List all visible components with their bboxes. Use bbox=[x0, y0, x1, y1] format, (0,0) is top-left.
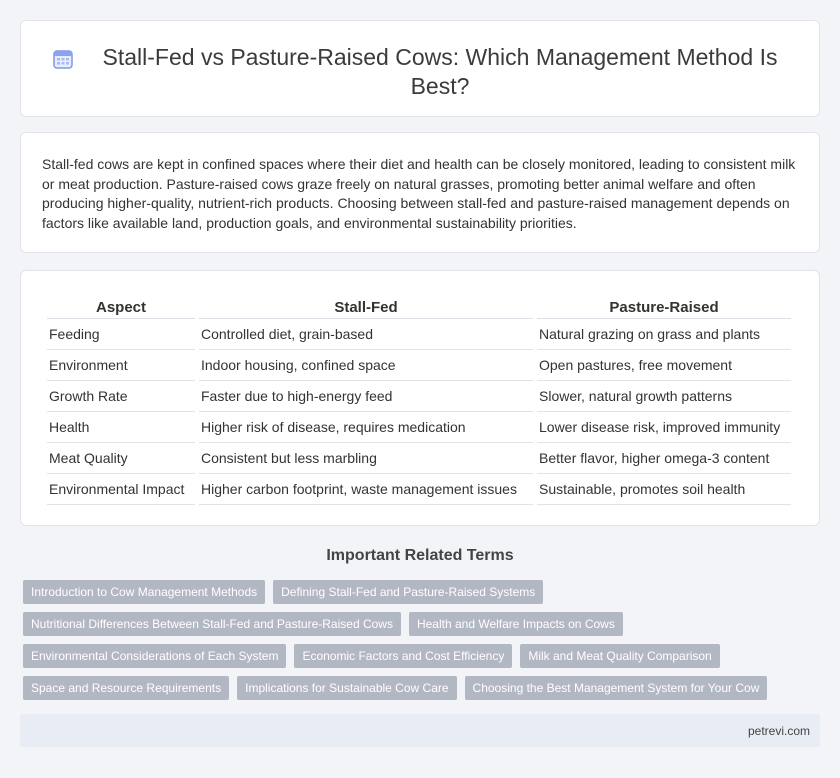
cell-stall-fed: Consistent but less marbling bbox=[199, 443, 533, 474]
cell-aspect: Environment bbox=[47, 350, 195, 381]
intro-paragraph: Stall-fed cows are kept in confined spaces where their diet and health can be closely monitored, leading to consistent milk or meat production. Pasture-raised cows graze freely on natural grasses, promoting better animal welfare and often producing higher-quality, nutrient-rich products. Choosing between stall-fed and pasture-raised management depends on factors like available land, production goals, and environmental sustainability priorities. bbox=[42, 156, 796, 231]
header-aspect: Aspect bbox=[47, 297, 195, 319]
cell-pasture-raised: Natural grazing on grass and plants bbox=[537, 319, 791, 350]
cell-pasture-raised: Lower disease risk, improved immunity bbox=[537, 412, 791, 443]
cell-aspect: Health bbox=[47, 412, 195, 443]
related-terms-title: Important Related Terms bbox=[326, 547, 514, 564]
footer-site-link[interactable]: petrevi.com bbox=[747, 724, 810, 738]
header-card bbox=[20, 20, 820, 117]
related-term-tag[interactable]: Choosing the Best Management System for Your Cow bbox=[465, 676, 768, 700]
related-term-tag[interactable]: Health and Welfare Impacts on Cows bbox=[409, 612, 623, 636]
related-term-tag[interactable]: Nutritional Differences Between Stall-Fed and Pasture-Raised Cows bbox=[23, 612, 401, 636]
related-term-tag[interactable]: Space and Resource Requirements bbox=[23, 676, 229, 700]
cell-stall-fed: Faster due to high-energy feed bbox=[199, 381, 533, 412]
comparison-table bbox=[43, 297, 795, 505]
related-term-tag[interactable]: Economic Factors and Cost Efficiency bbox=[294, 644, 512, 668]
page-title: Stall-Fed vs Pasture-Raised Cows: Which Management Method Is Best? bbox=[102, 44, 778, 99]
related-terms-list bbox=[23, 580, 803, 708]
cell-stall-fed: Higher risk of disease, requires medication bbox=[199, 412, 533, 443]
cell-pasture-raised: Open pastures, free movement bbox=[537, 350, 791, 381]
cell-aspect: Feeding bbox=[47, 319, 195, 350]
cell-stall-fed: Indoor housing, confined space bbox=[199, 350, 533, 381]
table-row bbox=[47, 412, 791, 443]
header-stall-fed: Stall-Fed bbox=[199, 297, 533, 319]
cell-pasture-raised: Slower, natural growth patterns bbox=[537, 381, 791, 412]
footer bbox=[20, 714, 820, 747]
related-term-tag[interactable]: Milk and Meat Quality Comparison bbox=[520, 644, 719, 668]
cell-pasture-raised: Better flavor, higher omega-3 content bbox=[537, 443, 791, 474]
cell-stall-fed: Controlled diet, grain-based bbox=[199, 319, 533, 350]
related-term-tag[interactable]: Environmental Considerations of Each System bbox=[23, 644, 286, 668]
cell-aspect: Environmental Impact bbox=[47, 474, 195, 505]
table-row bbox=[47, 381, 791, 412]
table-header-row bbox=[47, 297, 791, 319]
cell-aspect: Meat Quality bbox=[47, 443, 195, 474]
cell-stall-fed: Higher carbon footprint, waste management issues bbox=[199, 474, 533, 505]
related-term-tag[interactable]: Introduction to Cow Management Methods bbox=[23, 580, 265, 604]
comparison-card bbox=[20, 270, 820, 526]
tag-row bbox=[23, 612, 803, 644]
related-term-tag[interactable]: Defining Stall-Fed and Pasture-Raised Systems bbox=[273, 580, 543, 604]
tag-row bbox=[23, 676, 803, 708]
header-pasture-raised: Pasture-Raised bbox=[537, 297, 791, 319]
related-term-tag[interactable]: Implications for Sustainable Cow Care bbox=[237, 676, 456, 700]
table-row bbox=[47, 350, 791, 381]
intro-card bbox=[20, 132, 820, 253]
tag-row bbox=[23, 580, 803, 612]
cell-aspect: Growth Rate bbox=[47, 381, 195, 412]
table-row bbox=[47, 443, 791, 474]
cell-pasture-raised: Sustainable, promotes soil health bbox=[537, 474, 791, 505]
tag-row bbox=[23, 644, 803, 676]
table-row bbox=[47, 474, 791, 505]
table-row bbox=[47, 319, 791, 350]
